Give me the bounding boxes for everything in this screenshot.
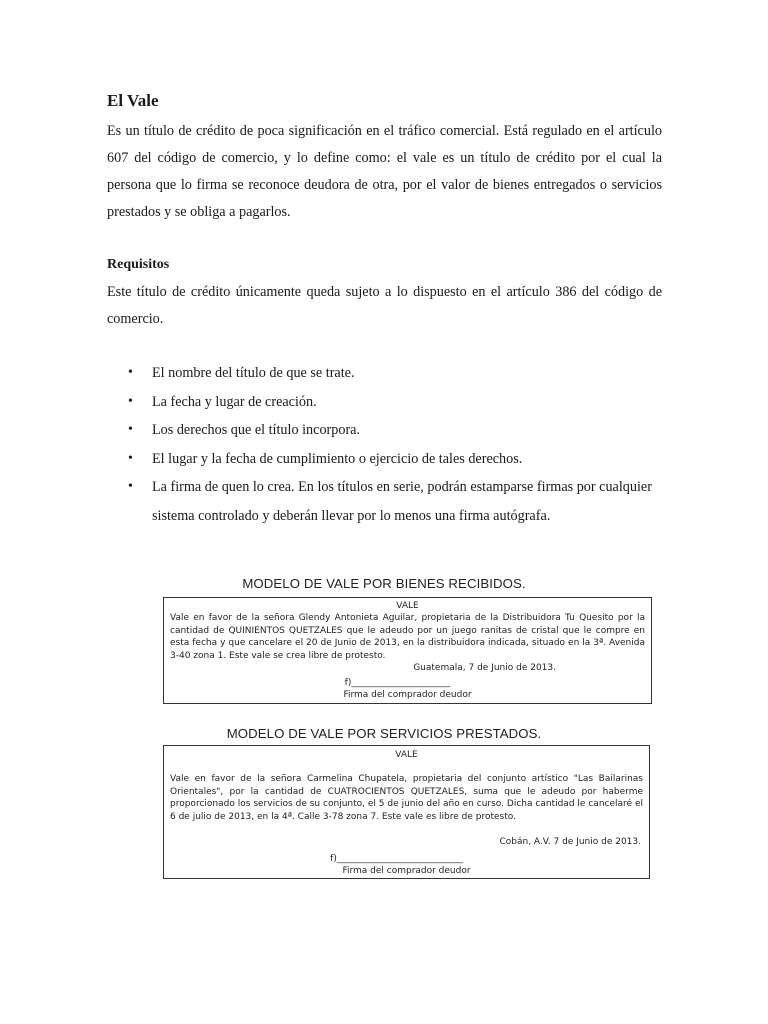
list-item xyxy=(108,473,668,530)
vale-signature-line: f)______________________ xyxy=(344,678,451,688)
vale-label: VALE xyxy=(395,750,418,760)
bullet-icon: • xyxy=(128,450,133,466)
vale-label: VALE xyxy=(396,601,419,611)
list-item xyxy=(108,359,668,388)
vale-place-date: Guatemala, 7 de Junio de 2013. xyxy=(413,663,556,673)
vale-signature-label: Firma del comprador deudor xyxy=(343,690,472,700)
vale-body-text: Vale en favor de la señora Carmelina Chupatela, propietaria del conjunto artístico "Las Bailarinas Orientales", por la cantidad de CUATROCIENTOS QUETZALES, suma que le adeudo por haberme proporcionado los servicios de su conjunto, el 5 de junio del año en curso. Dicha cantidad le cancelaré el 6 de julio de 2013, en la 4ª. Calle 3-78 zona 7. Este vale es libre de protesto. xyxy=(170,774,643,822)
list-item-text: El nombre del título de que se trate. xyxy=(152,365,355,381)
bullet-icon: • xyxy=(128,393,133,409)
definition-paragraph: Es un título de crédito de poca significación en el tráfico comercial. Está regulado en el artículo 607 del código de comercio, y lo define como: el vale es un título de crédito por el cual la persona que lo firma se reconoce deudora de otra, por el valor de bienes entregados o servicios prestados y se obliga a pagarlos. xyxy=(107,123,662,220)
vale-signature-line: f)____________________________ xyxy=(330,854,463,865)
list-item-text: La fecha y lugar de creación. xyxy=(152,393,317,410)
requisitos-list xyxy=(108,359,668,530)
requisitos-paragraph: Este título de crédito únicamente queda sujeto a lo dispuesto en el artículo 386 del código de comercio. xyxy=(107,284,662,327)
bullet-icon: • xyxy=(128,422,133,437)
vale-servicios-box xyxy=(163,745,650,879)
vale-bienes-box xyxy=(163,597,652,704)
list-item-text: La firma de quen lo crea. En los títulos en serie, podrán estamparse firmas por cualquier sistema controlado y deberán llevar por lo menos una firma autógrafa. xyxy=(152,479,652,524)
list-item-text: Los derechos que el título incorpora. xyxy=(152,422,361,438)
bullet-icon: • xyxy=(128,365,133,380)
vale-signature-label: Firma del comprador deudor xyxy=(342,866,471,877)
vale-body-text: Vale en favor de la señora Glendy Antonieta Aguilar, propietaria de la Distribuidora Tu Quesito por la cantidad de QUINIENTOS QUETZALES que le adeudo por un juego ranitas de cristal que le compre en esta fecha y que cancelare el 20 de Junio de 2013, en la distribuidora indicada, situado en la 3ª. Avenida 3-40 zona 1. Este vale se crea libre de protesto. xyxy=(170,613,645,661)
document-title: El Vale xyxy=(107,91,159,110)
list-item xyxy=(108,416,668,445)
model1-heading: MODELO DE VALE POR BIENES RECIBIDOS. xyxy=(242,576,526,591)
bullet-icon: • xyxy=(128,479,133,494)
list-item-text: El lugar y la fecha de cumplimiento o ejercicio de tales derechos. xyxy=(152,450,523,467)
vale-place-date: Cobán, A.V. 7 de Junio de 2013. xyxy=(499,837,641,848)
model2-heading: MODELO DE VALE POR SERVICIOS PRESTADOS. xyxy=(226,726,542,741)
requisitos-heading: Requisitos xyxy=(107,257,170,272)
list-item xyxy=(108,388,668,417)
list-item xyxy=(108,445,668,474)
